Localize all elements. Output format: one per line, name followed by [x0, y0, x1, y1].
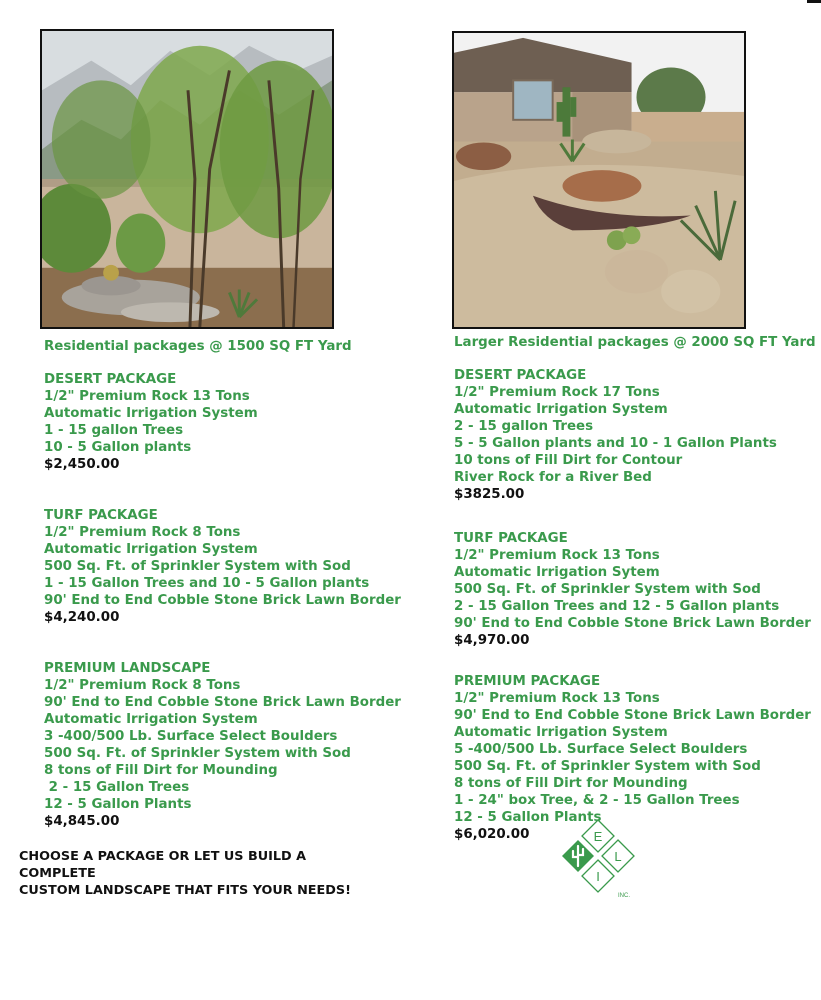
residential-yard-photo	[40, 29, 334, 329]
package-item: 8 tons of Fill Dirt for Mounding	[454, 776, 688, 791]
package-name: TURF PACKAGE	[44, 508, 158, 523]
package-item: Automatic Irrigation System	[44, 712, 258, 727]
logo-letter-e: E	[593, 829, 603, 844]
package-item: 1 - 15 Gallon Trees and 10 - 5 Gallon plants	[44, 576, 370, 591]
package-item: Automatic Irrigation System	[44, 542, 258, 557]
package-item: 1 - 24" box Tree, & 2 - 15 Gallon Trees	[454, 793, 740, 808]
package-item: 12 - 5 Gallon Plants	[44, 797, 192, 812]
residential-packages-column	[44, 338, 401, 864]
package-price: $4,240.00	[44, 610, 120, 625]
eli-inc-logo	[556, 818, 640, 900]
package-name: DESERT PACKAGE	[44, 372, 177, 387]
package-price: $4,970.00	[454, 633, 530, 648]
package-item: 10 - 5 Gallon plants	[44, 440, 192, 455]
package-item: 1/2" Premium Rock 13 Tons	[44, 389, 250, 404]
premium-landscape-package	[44, 660, 401, 830]
package-item: 1/2" Premium Rock 17 Tons	[454, 385, 660, 400]
custom-landscape-cta	[19, 848, 379, 899]
desert-package	[44, 371, 401, 473]
package-item: 1/2" Premium Rock 8 Tons	[44, 678, 241, 693]
package-name: TURF PACKAGE	[454, 531, 568, 546]
package-item: 5 -400/500 Lb. Surface Select Boulders	[454, 742, 748, 757]
larger-residential-yard-photo	[452, 31, 746, 329]
package-item: 1 - 15 gallon Trees	[44, 423, 184, 438]
package-item: 90' End to End Cobble Stone Brick Lawn Border	[454, 616, 811, 631]
larger-residential-packages-column	[454, 334, 816, 877]
package-item: 500 Sq. Ft. of Sprinkler System with Sod	[454, 582, 761, 597]
package-price: $6,020.00	[454, 827, 530, 842]
package-item: 500 Sq. Ft. of Sprinkler System with Sod	[44, 746, 351, 761]
cta-line: CUSTOM LANDSCAPE THAT FITS YOUR NEEDS!	[19, 883, 351, 898]
turf-package	[44, 507, 401, 626]
package-item: 2 - 15 gallon Trees	[454, 419, 594, 434]
scan-corner-mark	[807, 0, 821, 3]
package-item: 1/2" Premium Rock 13 Tons	[454, 691, 660, 706]
package-item: 8 tons of Fill Dirt for Mounding	[44, 763, 278, 778]
package-item: 1/2" Premium Rock 8 Tons	[44, 525, 241, 540]
package-item: 12 - 5 Gallon Plants	[454, 810, 602, 825]
package-price: $2,450.00	[44, 457, 120, 472]
package-name: PREMIUM LANDSCAPE	[44, 661, 211, 676]
residential-packages-heading: Residential packages @ 1500 SQ FT Yard	[44, 339, 352, 354]
package-item: Automatic Irrigation System	[454, 725, 668, 740]
package-item: 500 Sq. Ft. of Sprinkler System with Sod	[44, 559, 351, 574]
package-item: River Rock for a River Bed	[454, 470, 652, 485]
package-item: 90' End to End Cobble Stone Brick Lawn Border	[454, 708, 811, 723]
package-price: $3825.00	[454, 487, 525, 502]
package-item: 90' End to End Cobble Stone Brick Lawn Border	[44, 695, 401, 710]
package-item: 2 - 15 Gallon Trees and 12 - 5 Gallon plants	[454, 599, 780, 614]
package-item: 3 -400/500 Lb. Surface Select Boulders	[44, 729, 338, 744]
package-item: 500 Sq. Ft. of Sprinkler System with Sod	[454, 759, 761, 774]
cta-line: CHOOSE A PACKAGE OR LET US BUILD A COMPLETE	[19, 849, 307, 881]
package-item: 5 - 5 Gallon plants and 10 - 1 Gallon Plants	[454, 436, 777, 451]
package-item: 1/2" Premium Rock 13 Tons	[454, 548, 660, 563]
larger-residential-packages-heading: Larger Residential packages @ 2000 SQ FT Yard	[454, 335, 816, 350]
package-item: Automatic Irrigation System	[454, 402, 668, 417]
package-item: 10 tons of Fill Dirt for Contour	[454, 453, 683, 468]
package-name: DESERT PACKAGE	[454, 368, 587, 383]
package-item: Automatic Irrigation Sytem	[454, 565, 660, 580]
turf-package	[454, 530, 816, 649]
logo-letter-i: I	[596, 869, 600, 884]
logo-letter-l: L	[614, 849, 622, 864]
package-price: $4,845.00	[44, 814, 120, 829]
desert-package	[454, 367, 816, 503]
logo-inc-text: INC.	[618, 893, 630, 899]
package-name: PREMIUM PACKAGE	[454, 674, 601, 689]
package-item: 90' End to End Cobble Stone Brick Lawn Border	[44, 593, 401, 608]
package-item: 2 - 15 Gallon Trees	[44, 780, 190, 795]
package-item: Automatic Irrigation System	[44, 406, 258, 421]
